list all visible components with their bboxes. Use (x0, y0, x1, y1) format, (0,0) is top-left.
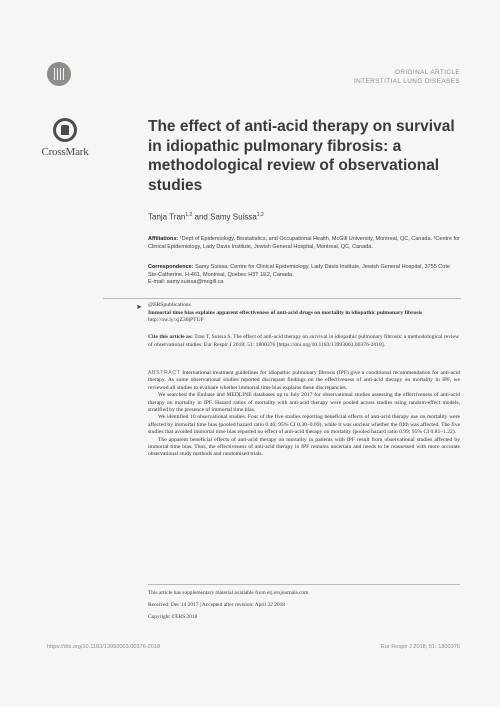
crossmark-icon (53, 118, 77, 142)
tweet-handle[interactable]: @ERSpublications (148, 302, 191, 308)
section-line-2: INTERSTITIAL LUNG DISEASES (353, 78, 460, 85)
section-line-1: ORIGINAL ARTICLE (395, 69, 460, 76)
article-section-label (354, 68, 460, 86)
doi-link[interactable]: https://doi.org/10.1183/13993003.00376-2018 (47, 644, 161, 650)
abstract-paragraph: The apparent beneficial effects of anti-acid therapy on mortality in patients with IPF result from observational studies affected by immortal time bias. Thus, the effectiveness of anti-acid therapy in IPF remains uncertain and needs to be reassessed with more accurate observational study methods and randomised trials. (148, 436, 460, 458)
tweet-block (148, 302, 460, 325)
citation-block (148, 334, 460, 349)
crossmark-label: CrossMark (41, 146, 89, 158)
received-dates: Received: Dec 14 2017 | Accepted after revision: April 22 2018 (148, 602, 286, 608)
article-title: The effect of anti-acid therapy on survival in idiopathic pulmonary fibrosis: a methodological review of observational studies (148, 118, 455, 194)
author-line (148, 212, 264, 222)
twitter-bird-icon: ➤ (136, 303, 142, 311)
author-affiliation-marker: 1,2 (185, 212, 193, 218)
citation-label: Cite this article as: (148, 334, 193, 340)
correspondence (148, 264, 460, 287)
abstract (148, 370, 460, 459)
citation-text: Tran T, Suissa S. The effect of anti-acid therapy on survival in idiopathic pulmonary fibrosis: a methodological review of observational studies. Eur Respir J 2018; 51: 1800376 [https://doi.org/10.1183/13993003.00376-2018]. (148, 334, 460, 348)
footnote-divider (148, 584, 460, 585)
abstract-label: ABSTRACT (148, 370, 181, 376)
tweet-link[interactable]: http://ow.ly/xjZ30jPTUF (148, 317, 204, 323)
correspondence-email[interactable]: E-mail: samy.suissa@mcgill.ca (148, 279, 224, 286)
abstract-paragraph: We searched the Embase and MEDLINE databases up to July 2017 for observational studies assessing the effectiveness of anti-acid therapy on mortality in IPF. Hazard ratios of mortality with anti-acid therapy were pooled across studies using random-effect models, stratified by the presence of immortal time bias. (148, 392, 460, 414)
correspondence-text: Samy Suissa, Centre for Clinical Epidemiology, Lady Davis Institute, Jewish General Hospital, 3755 Cote Ste-Catherine, H-461, Montreal, Quebec H3T 1E2, Canada. (148, 264, 450, 278)
correspondence-label: Correspondence: (148, 264, 194, 270)
affiliations (148, 236, 460, 251)
author-name: Samy Suissa (210, 212, 257, 222)
supplementary-note: This article has supplementary material available from erj.ersjournals.com (148, 590, 309, 596)
abstract-paragraph: We identified 10 observational studies. Four of the five studies reporting beneficial effects of anti-acid therapy use on mortality were affected by immortal time bias (pooled hazard ratio 0.46; 95% CI 0.30–0.69), while it was unclear whether the fifth was affected. The five studies that avoided immortal time bias reported no effect of anti-acid therapy on mortality (pooled hazard ratio 0.99; 95% CI 0.81–1.22). (148, 414, 460, 436)
author-affiliation-marker: 1,2 (256, 212, 264, 218)
author-name: Tanja Tran (148, 212, 186, 222)
affiliations-label: Affiliations: (148, 236, 179, 242)
journal-logo-icon (47, 62, 71, 86)
tweet-text: Immortal time bias explains apparent effectiveness of anti-acid drugs on mortality in idiopathic pulmonary fibrosis (148, 309, 423, 316)
divider (103, 298, 461, 299)
copyright: Copyright ©ERS 2018 (148, 614, 198, 620)
abstract-paragraph: International treatment guidelines for idiopathic pulmonary fibrosis (IPF) give a conditional recommendation for anti-acid therapy. As some observational studies reported discrepant findings on the effectiveness of anti-acid therapy on mortality in IPF, we reviewed all studies to evaluate whether immortal time bias explains these discrepancies. (148, 370, 460, 391)
crossmark-badge[interactable] (35, 118, 95, 158)
journal-citation: Eur Respir J 2018; 51: 1800376 (381, 644, 460, 650)
author-conjunction: and (192, 212, 211, 222)
affiliations-text: ¹Dept of Epidemiology, Biostatistics, and Occupational Health, McGill University, Montreal, QC, Canada. ²Centre for Clinical Epidemiology, Lady Davis Institute, Jewish General Hospital, Montreal, QC, Canada. (148, 236, 460, 250)
